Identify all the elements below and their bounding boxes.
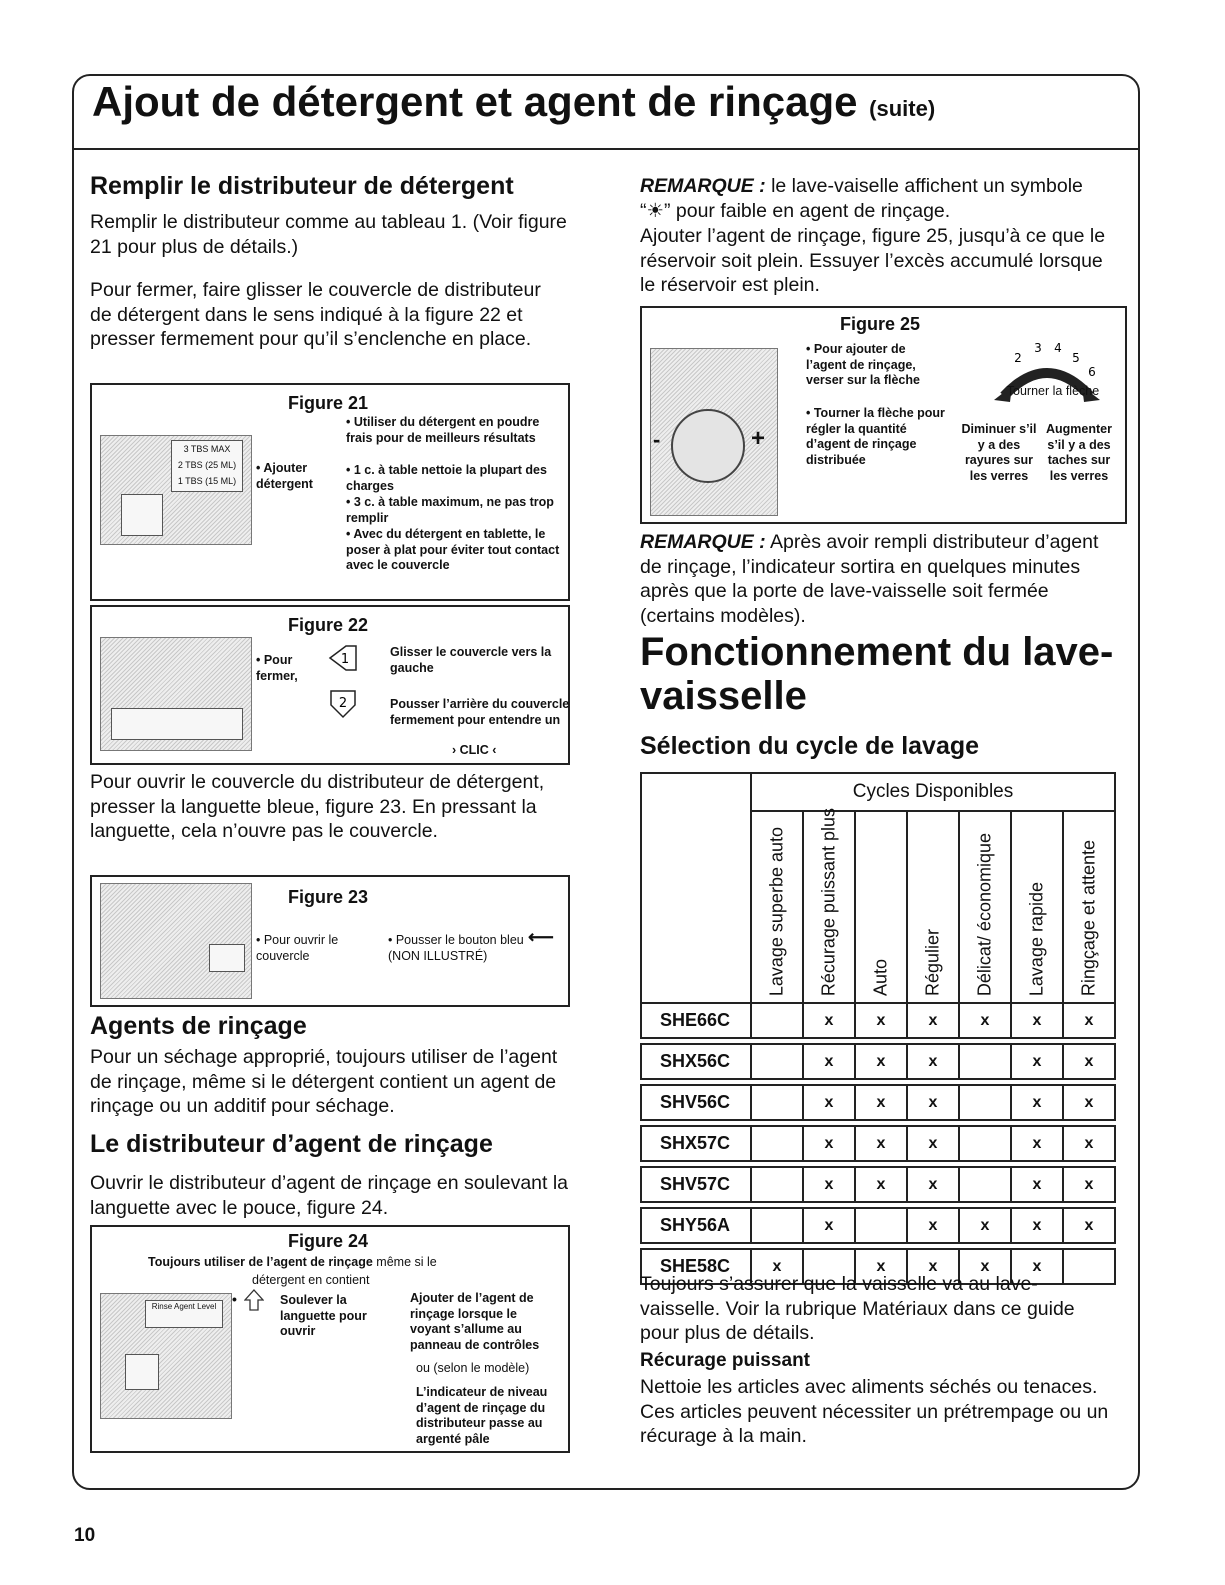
cycle-mark-cell: x — [855, 1249, 907, 1284]
dial-number-4: 4 — [1054, 342, 1062, 355]
cycle-mark-cell: x — [959, 1003, 1011, 1038]
cycle-mark-cell: x — [1011, 1167, 1063, 1202]
svg-text:2: 2 — [338, 696, 348, 711]
title-separator — [72, 148, 1140, 150]
cycle-mark-cell: x — [1063, 1044, 1115, 1079]
model-cell: SHX56C — [641, 1044, 751, 1079]
cycle-col-2 — [803, 807, 855, 1003]
cycle-mark-cell: x — [1011, 1085, 1063, 1120]
figure-24-lift: Soulever la languette pour ouvrir — [280, 1293, 367, 1338]
detergent-dispenser-illustration — [100, 435, 252, 545]
arrow-up-icon — [244, 1289, 264, 1311]
cycle-label-2: Récurage puissant plus — [818, 807, 839, 996]
arrow-left-icon: ⟵ — [528, 927, 554, 947]
model-cell: SHV57C — [641, 1167, 751, 1202]
cycle-mark-cell: x — [907, 1167, 959, 1202]
mark-3tbs: 3 TBS MAX — [183, 444, 231, 454]
dispenser-cup — [121, 494, 163, 536]
rinse-level-window: Rinse Agent Level — [145, 1300, 223, 1328]
heading-dishwasher-operation: Fonctionnement du lave-vaisselle — [640, 630, 1114, 718]
heading-cycle-selection: Sélection du cycle de lavage — [640, 732, 980, 760]
dial-number-6: 6 — [1088, 365, 1096, 379]
dial-number-5: 5 — [1072, 351, 1080, 365]
paragraph-power-scrub: Nettoie les articles avec aliments séchés ou tenaces. Ces articles peuvent nécessiter un prétrempage ou un récurage à la main. — [640, 1376, 1109, 1447]
cycle-mark-cell: x — [803, 1208, 855, 1243]
figure-23 — [90, 875, 570, 1007]
figure-25-decrease: Diminuer s’il y a des rayures sur les verres — [961, 422, 1037, 483]
cycle-mark-cell: x — [959, 1249, 1011, 1284]
table-row — [641, 1003, 1115, 1038]
figure-24-intro-line-2: détergent en contient — [252, 1273, 370, 1287]
cycle-mark-cell: x — [803, 1167, 855, 1202]
cycle-mark-cell — [959, 1126, 1011, 1161]
cycle-label-5: Délicat/ économique — [974, 832, 995, 996]
model-cell: SHY56A — [641, 1208, 751, 1243]
figure-24-indicator: L’indicateur de niveau d’agent de rinçage du distributeur passe au argenté pâle — [416, 1385, 548, 1446]
figure-21-bullet-3: • 3 c. à table maximum, ne pas trop remplir — [346, 495, 554, 525]
paragraph-close-cover: Pour fermer, faire glisser le couvercle de distributeur de détergent dans le sens indiqué à la figure 22 et presser fermement pour qu’il s’enclenche en place. — [90, 279, 541, 350]
cycle-mark-cell: x — [855, 1085, 907, 1120]
click-text: CLIC — [459, 743, 489, 757]
heading-power-scrub: Récurage puissant — [640, 1350, 810, 1371]
release-tab — [209, 944, 245, 972]
figure-25-increase: Augmenter s’il y a des taches sur les verres — [1046, 422, 1112, 483]
note-rinse-symbol — [640, 174, 1110, 223]
paragraph-rinse-agents: Pour un séchage approprié, toujours utiliser de l’agent de rinçage, même si le détergent contient un agent de rinçage ou un additif pour séchage. — [90, 1046, 558, 1117]
paragraph-add-rinse: Ajouter l’agent de rinçage, figure 25, jusqu’à ce que le réservoir soit plein. Essuyer l’excès accumulé lorsque le réservoir est plein. — [640, 225, 1106, 296]
heading-rinse-dispenser: Le distributeur d’agent de rinçage — [90, 1130, 493, 1158]
cycle-mark-cell: x — [907, 1126, 959, 1161]
dispenser-cover — [111, 708, 243, 740]
mark-1tbs: 1 TBS (15 ML) — [177, 476, 237, 486]
cycle-mark-cell: x — [1063, 1208, 1115, 1243]
table-row — [641, 1126, 1115, 1161]
cycle-mark-cell — [959, 1085, 1011, 1120]
cycle-mark-cell: x — [907, 1044, 959, 1079]
cycle-mark-cell: x — [907, 1003, 959, 1038]
cycle-mark-cell: x — [855, 1003, 907, 1038]
cycle-mark-cell: x — [1011, 1044, 1063, 1079]
cycle-mark-cell: x — [803, 1126, 855, 1161]
rinse-dial-illustration — [650, 348, 778, 516]
cycle-mark-cell: x — [1063, 1167, 1115, 1202]
figure-24-intro-rest: même si le — [372, 1255, 437, 1269]
cycle-mark-cell: x — [1063, 1003, 1115, 1038]
note-2-label: REMARQUE : — [640, 531, 766, 553]
svg-text:1: 1 — [340, 652, 350, 667]
figure-23-title: Figure 23 — [288, 887, 369, 907]
mark-2tbs: 2 TBS (25 ML) — [177, 460, 237, 470]
cycle-mark-cell — [751, 1044, 803, 1079]
figure-24-or: ou (selon le modèle) — [416, 1361, 530, 1375]
slide-left-icon — [328, 643, 358, 673]
heading-fill-detergent: Remplir le distributeur de détergent — [90, 172, 514, 200]
cycle-label-4: Régulier — [922, 928, 943, 996]
table-row — [641, 1085, 1115, 1120]
note-1-label: REMARQUE : — [640, 175, 766, 197]
cycle-mark-cell: x — [1011, 1003, 1063, 1038]
dial-number-2: 2 — [1014, 351, 1022, 365]
figure-22-step-1: Glisser le couvercle vers la gauche — [390, 645, 552, 675]
model-cell: SHV56C — [641, 1085, 751, 1120]
dosage-marks — [171, 440, 243, 492]
cycle-label-7: Ringçage et attente — [1078, 839, 1099, 996]
figure-25-title: Figure 25 — [840, 314, 921, 334]
cycle-col-5 — [959, 811, 1011, 1003]
click-sound-label: › CLIC ‹ — [452, 743, 497, 757]
cycles-header-row — [641, 773, 1115, 811]
model-cell: SHE58C — [641, 1249, 751, 1284]
figure-25-turn: Tourner la flèche — [1006, 384, 1100, 398]
cycle-rows — [641, 1003, 1115, 1284]
cycle-mark-cell: x — [803, 1003, 855, 1038]
cycle-mark-cell: x — [1063, 1085, 1115, 1120]
paragraph-open-cover: Pour ouvrir le couvercle du distributeur de détergent, presser la languette bleue, figure 23. En pressant la languette, cela n’ouvre pas le couvercle. — [90, 771, 545, 842]
minus-sign: - — [653, 427, 661, 452]
page-title — [92, 78, 935, 126]
cycle-mark-cell — [751, 1208, 803, 1243]
table-corner — [641, 773, 751, 1003]
figure-24-intro-bold: Toujours utiliser de l’agent de rinçage — [148, 1255, 373, 1269]
cycle-mark-cell — [751, 1126, 803, 1161]
figure-22-title: Figure 22 — [288, 615, 369, 635]
cycle-mark-cell: x — [855, 1126, 907, 1161]
figure-22 — [90, 605, 570, 765]
heading-rinse-agents: Agents de rinçage — [90, 1012, 307, 1040]
paragraph-dishware: Toujours s’assurer que la vaisselle va au lave-vaisselle. Voir la rubrique Matériaux dans ce guide pour plus de détails. — [640, 1273, 1075, 1344]
cycles-available-header: Cycles Disponibles — [751, 773, 1115, 811]
cycle-mark-cell — [959, 1044, 1011, 1079]
figure-22-step-2: Pousser l’arrière du couvercle fermement pour entendre un — [390, 697, 570, 727]
cycle-label-1: Lavage superbe auto — [766, 826, 787, 996]
figure-22-label: • Pour fermer, — [256, 653, 298, 683]
push-down-icon — [328, 689, 358, 719]
cycle-mark-cell: x — [907, 1208, 959, 1243]
bullet-dot: • — [232, 1291, 237, 1307]
cycle-mark-cell: x — [1011, 1249, 1063, 1284]
cycle-col-3 — [855, 811, 907, 1003]
cycle-mark-cell: x — [855, 1044, 907, 1079]
note-1-text: le lave-vaiselle affichent un symbole “☀” pour faible en agent de rinçage. — [640, 175, 1083, 222]
cover-closing-illustration — [100, 637, 252, 751]
figure-24-intro — [148, 1255, 568, 1271]
cycle-mark-cell: x — [803, 1085, 855, 1120]
cycle-mark-cell — [751, 1003, 803, 1038]
cycle-mark-cell: x — [1011, 1126, 1063, 1161]
figure-25-bullet-2: • Tourner la flèche pour régler la quantité d’agent de rinçage distribuée — [806, 406, 945, 467]
lift-tab — [125, 1354, 159, 1390]
dial-knob — [671, 409, 745, 483]
cycle-col-6 — [1011, 811, 1063, 1003]
cycle-mark-cell: x — [1063, 1126, 1115, 1161]
cycle-mark-cell: x — [907, 1085, 959, 1120]
cycle-mark-cell — [751, 1085, 803, 1120]
cycle-mark-cell: x — [751, 1249, 803, 1284]
page-number: 10 — [74, 1525, 96, 1546]
cycle-mark-cell: x — [907, 1249, 959, 1284]
note-indicator — [640, 530, 1110, 628]
figure-21 — [90, 383, 570, 601]
table-row — [641, 1167, 1115, 1202]
figure-21-bullet-1: • Utiliser du détergent en poudre frais pour de meilleurs résultats — [346, 415, 540, 445]
cycle-label-3: Auto — [870, 958, 891, 996]
table-row — [641, 1044, 1115, 1079]
cycle-mark-cell: x — [959, 1208, 1011, 1243]
cycle-col-4 — [907, 811, 959, 1003]
rinse-dispenser-illustration — [100, 1293, 232, 1419]
plus-sign: + — [751, 425, 766, 452]
figure-21-title: Figure 21 — [288, 393, 369, 413]
cycles-table — [640, 772, 1116, 1285]
page-title-text: Ajout de détergent et agent de rinçage — [92, 78, 858, 125]
figure-24-add: Ajouter de l’agent de rinçage lorsque le voyant s’allume au panneau de contrôles — [410, 1291, 540, 1352]
cycle-mark-cell: x — [1011, 1208, 1063, 1243]
paragraph-rinse-dispenser: Ouvrir le distributeur d’agent de rinçage en soulevant la languette avec le pouce, figure 24. — [90, 1172, 569, 1219]
figure-23-label-2: • Pousser le bouton bleu (NON ILLUSTRÉ) — [388, 933, 524, 963]
paragraph-fill-detergent: Remplir le distributeur comme au tableau 1. (Voir figure 21 pour plus de détails.) — [90, 211, 567, 258]
dial-number-3: 3 — [1034, 342, 1042, 355]
figure-21-bullet-2: • 1 c. à table nettoie la plupart des charges — [346, 463, 547, 493]
figure-23-label-1: • Pour ouvrir le couvercle — [256, 933, 339, 963]
model-cell: SHE66C — [641, 1003, 751, 1038]
model-cell: SHX57C — [641, 1126, 751, 1161]
note-2-text: Après avoir rempli distributeur d’agent de rinçage, l’indicateur sortira en quelques minutes après que la porte de lave-vaisselle soit fermée (certains modèles). — [640, 531, 1099, 627]
figure-24-title: Figure 24 — [288, 1231, 369, 1251]
figure-25-bullet-1: • Pour ajouter de l’agent de rinçage, verser sur la flèche — [806, 342, 920, 387]
cycle-label-6: Lavage rapide — [1026, 881, 1047, 996]
cycle-mark-cell — [959, 1167, 1011, 1202]
figure-21-bullet-4: • Avec du détergent en tablette, le poser à plat pour éviter tout contact avec le couvercle — [346, 527, 560, 572]
table-row — [641, 1208, 1115, 1243]
figure-25 — [640, 306, 1127, 524]
cycle-mark-cell: x — [803, 1044, 855, 1079]
cycle-mark-cell — [855, 1208, 907, 1243]
figure-24 — [90, 1225, 570, 1453]
cycle-mark-cell — [751, 1167, 803, 1202]
cover-opening-illustration — [100, 883, 252, 999]
cycle-col-1 — [751, 811, 803, 1003]
page-title-suffix: (suite) — [869, 96, 936, 121]
cycle-mark-cell: x — [855, 1167, 907, 1202]
cycle-col-7 — [1063, 811, 1115, 1003]
figure-21-label: • Ajouter détergent — [256, 461, 313, 491]
